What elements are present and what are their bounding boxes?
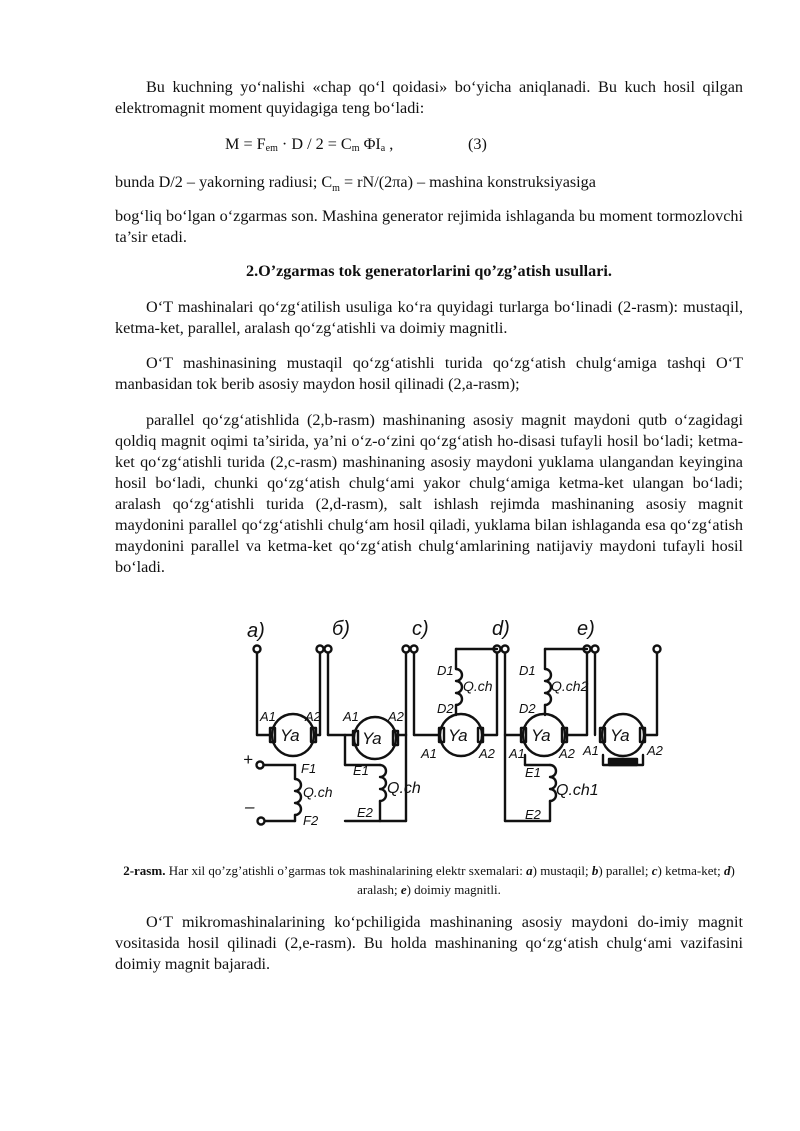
- paragraph-5: O‘T mashinasining mustaqil qo‘zg‘atishli turida qo‘zg‘atish chulg‘amiga tashqi O‘T manbasidan tok berib asosiy maydon hosil qilinadi (2,a-rasm);: [115, 354, 743, 393]
- svg-text:A2: A2: [305, 709, 321, 724]
- svg-text:D1: D1: [519, 663, 536, 678]
- svg-text:A2: A2: [388, 709, 404, 724]
- section-heading: 2.O’zgarmas tok generatorlarini qo’zg’atish usullari.: [246, 262, 612, 280]
- svg-text:Ya: Ya: [531, 726, 551, 745]
- label-c: c): [412, 618, 429, 640]
- svg-text:D1: D1: [437, 663, 454, 678]
- svg-text:Q.ch2: Q.ch2: [551, 678, 589, 694]
- paragraph-6: parallel qo‘zg‘atishlida (2,b-rasm) mashinaning asosiy magnit maydoni qutb o‘zagidagi qoldiq magnit oqimi ta’sirida, ya’ni o‘z-o‘zini qo‘zg‘atish ho-disasi tufayli hosil bo‘ladi; ketma-ket qo‘zg‘atishli turida (2,c-rasm) mashinaning asosiy maydoni yuklama ulangandan keyingina hosil bo‘ladi, chunki qo‘zg‘atish chulg‘ami yakor chulg‘amiga ketma-ket ulangan bo‘ladi; aralash qo‘zg‘atishli turida (2,d-rasm), salt ishlash rejimda mashinaning asosiy magnit maydonini parallel qo‘zg‘atishli chulg‘am hosil qiladi, yuklama bilan ishlaganda esa qo‘zg‘atish maydonini parallel va ketma-ket qo‘zg‘atish chulg‘amlarining natijaviy maydoni tufayli hosil bo‘ladi.: [115, 411, 743, 576]
- svg-text:Q.ch: Q.ch: [303, 784, 333, 800]
- svg-text:A2: A2: [479, 746, 495, 761]
- paragraph-3: bog‘liq bo‘lgan o‘zgarmas son. Mashina generator rejimida ishlaganda bu moment tormozlovchi ta’sir etadi.: [115, 207, 743, 246]
- svg-text:F2: F2: [303, 813, 319, 828]
- svg-text:+: +: [243, 750, 253, 769]
- paragraph-4: O‘T mashinalari qo‘zg‘atilish usuliga ko‘ra quyidagi turlarga bo‘linadi (2-rasm): mustaqil, ketma-ket, parallel, aralash qo‘zg‘atishli va doimiy magnitli.: [115, 298, 743, 337]
- paragraph-7: O‘T mikromashinalarining ko‘pchiligida mashinaning asosiy maydoni do-imiy magnit vositasida hosil qilinadi (2,e-rasm). Bu holda mashinaning qo‘zg‘atish chulg‘ami vazifasini doimiy magnit bajaradi.: [115, 913, 743, 973]
- svg-text:Ya: Ya: [448, 726, 468, 745]
- paragraph-2: bunda D/2 – yakorning radiusi; $C_m = rN/(2\pi a)$ – mashina konstruksiyasiga: [115, 173, 596, 195]
- svg-text:Q.ch: Q.ch: [387, 780, 421, 797]
- svg-text:A1: A1: [260, 709, 276, 724]
- svg-text:A1: A1: [343, 709, 359, 724]
- svg-text:E2: E2: [357, 805, 373, 820]
- label-a: a): [247, 620, 265, 642]
- svg-text:A1: A1: [509, 746, 525, 761]
- svg-text:Ya: Ya: [362, 729, 382, 748]
- svg-text:Q.ch1: Q.ch1: [556, 782, 599, 799]
- svg-text:D2: D2: [437, 701, 454, 716]
- svg-text:Ya: Ya: [610, 726, 630, 745]
- excitation-circuit-diagram: [225, 615, 675, 835]
- svg-text:Q.ch: Q.ch: [463, 678, 493, 694]
- svg-text:D2: D2: [519, 701, 536, 716]
- formula-number: (3): [468, 135, 487, 153]
- svg-text:F1: F1: [301, 761, 317, 776]
- label-d: d): [492, 618, 510, 640]
- svg-text:–: –: [245, 797, 255, 816]
- svg-text:A1: A1: [583, 743, 599, 758]
- svg-text:Ya: Ya: [280, 726, 300, 745]
- svg-text:A1: A1: [421, 746, 437, 761]
- paragraph-1: Bu kuchning yo‘nalishi «chap qo‘l qoidasi» bo‘yicha aniqlanadi. Bu kuch hosil qilgan elektromagnit moment quyidagiga teng bo‘ladi:: [115, 78, 743, 117]
- svg-text:E1: E1: [353, 763, 369, 778]
- label-e: e): [577, 618, 595, 640]
- svg-text:A2: A2: [559, 746, 575, 761]
- figure-caption: 2-rasm. Har xil qo’zg’atishli o’garmas tok mashinalarining elektr sxemalari: a) mustaqil; b) parallel; c) ketma-ket; d) aralash; e) doimiy magnitli.: [123, 863, 735, 897]
- svg-text:E1: E1: [525, 765, 541, 780]
- formula-3: $M = F_{em} \cdot D / 2 = C_m$ $\Phi I_a$ , (3): [225, 135, 487, 154]
- svg-text:E2: E2: [525, 807, 541, 822]
- label-b: б): [332, 618, 350, 640]
- svg-text:A2: A2: [647, 743, 663, 758]
